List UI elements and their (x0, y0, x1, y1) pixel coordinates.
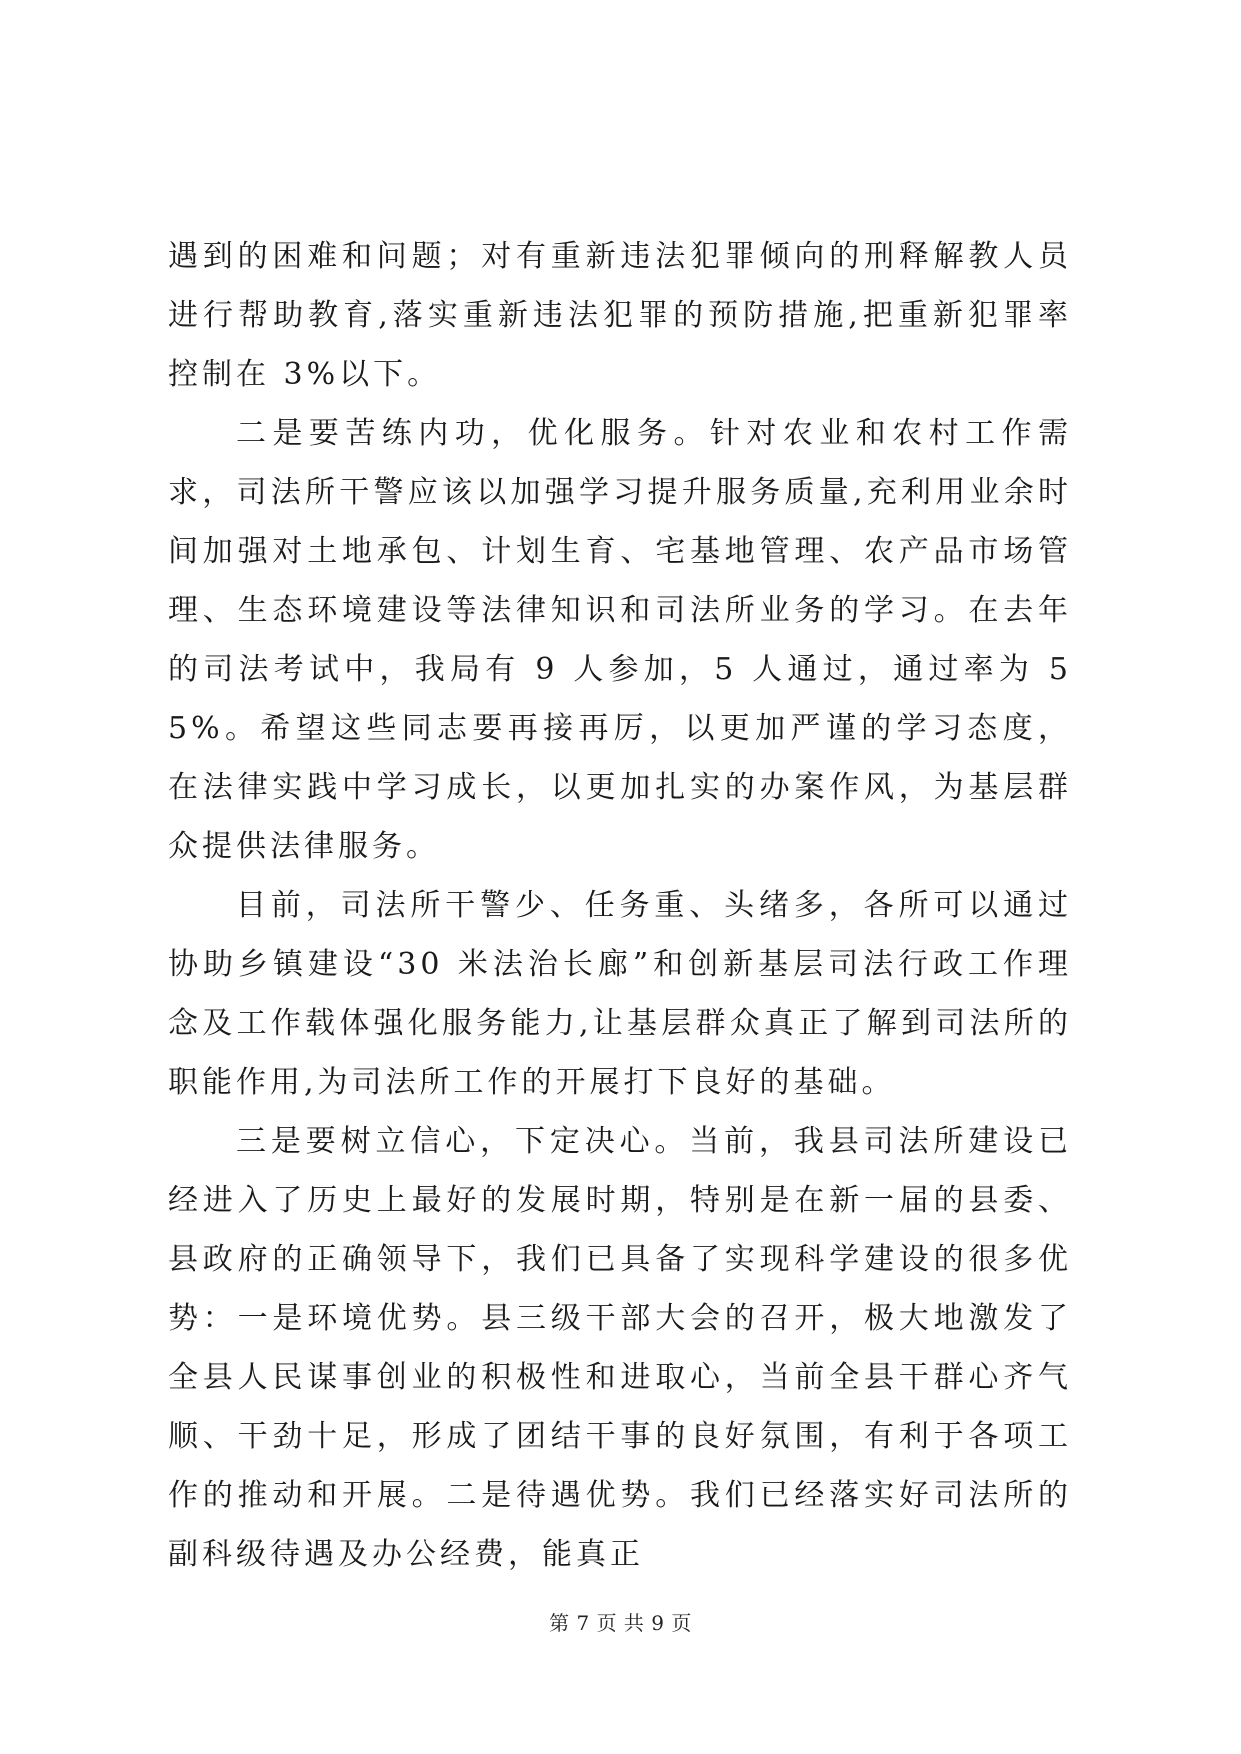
paragraph-service: 二是要苦练内功，优化服务。针对农业和农村工作需求，司法所干警应该以加强学习提升服务质量,充利用业余时间加强对土地承包、计划生育、宅基地管理、农产品市场管理、生态环境建设等法律知识和司法所业务的学习。在去年的司法考试中，我局有 9 人参加，5 人通过，通过率为 55%。希望这些同志要再接再厉，以更加严谨的学习态度，在法律实践中学习成长，以更加扎实的办案作风，为基层群众提供法律服务。 (168, 416, 1072, 864)
paragraph-continuation: 遇到的困难和问题；对有重新违法犯罪倾向的刑释解教人员进行帮助教育,落实重新违法犯罪的预防措施,把重新犯罪率控制在 3%以下。 (168, 239, 1072, 392)
paragraph-current-situation: 目前，司法所干警少、任务重、头绪多，各所可以通过协助乡镇建设“30 米法治长廊”和创新基层司法行政工作理念及工作载体强化服务能力,让基层群众真正了解到司法所的职能作用,为司法所工作的开展打下良好的基础。 (168, 888, 1072, 1100)
page-number-footer: 第 7 页 共 9 页 (549, 1611, 692, 1635)
paragraph-confidence: 三是要树立信心，下定决心。当前，我县司法所建设已经进入了历史上最好的发展时期，特别是在新一届的县委、县政府的正确领导下，我们已具备了实现科学建设的很多优势：一是环境优势。县三级干部大会的召开，极大地激发了全县人民谋事创业的积极性和进取心，当前全县干群心齐气顺、干劲十足，形成了团结干事的良好氛围，有利于各项工作的推动和开展。二是待遇优势。我们已经落实好司法所的副科级待遇及办公经费，能真正 (168, 1124, 1072, 1572)
document-body (168, 227, 1072, 1584)
